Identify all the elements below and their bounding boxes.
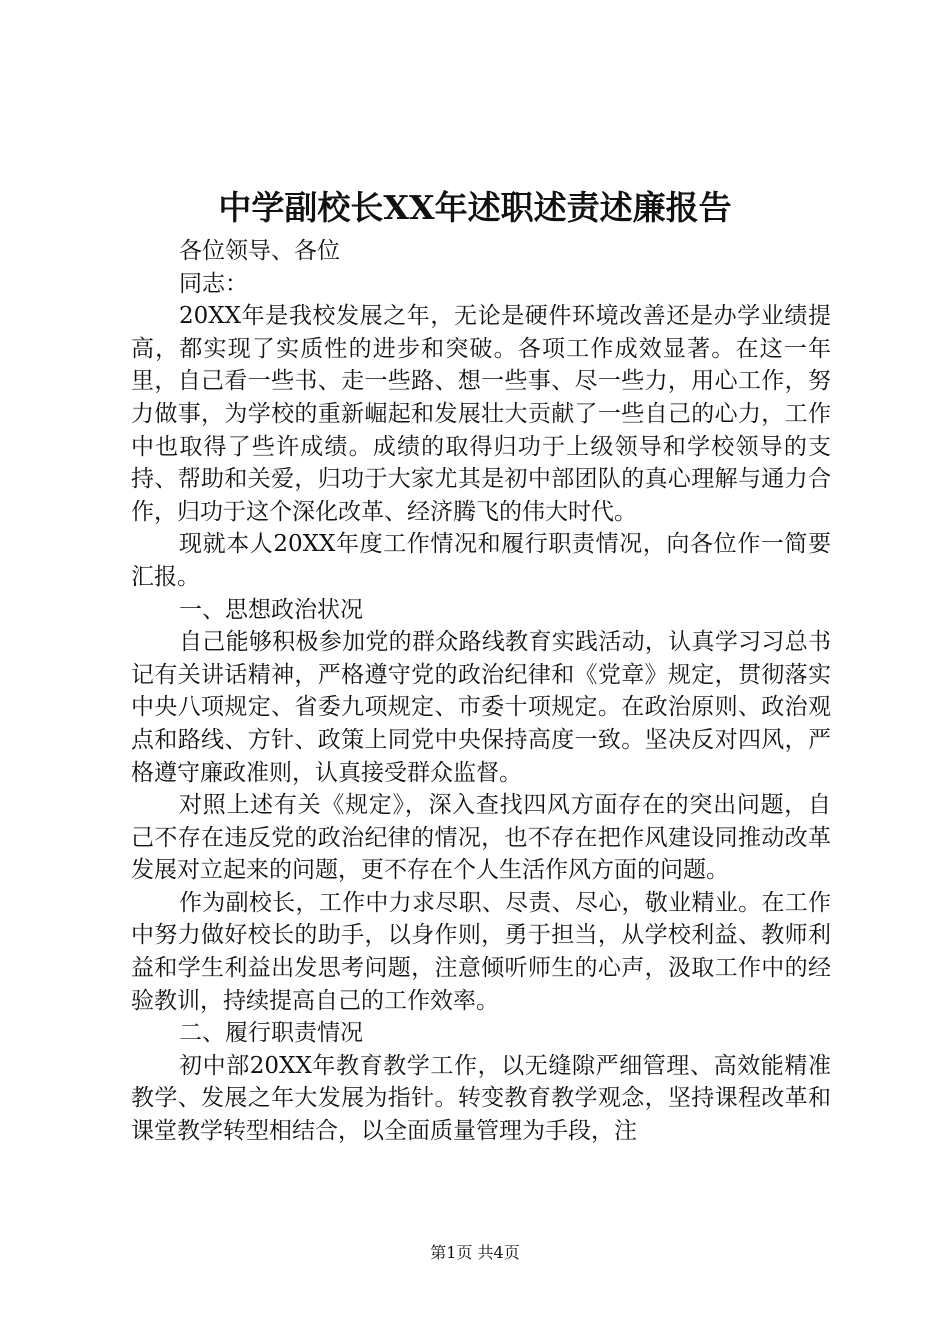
document-body <box>131 235 831 1148</box>
paragraph-duties-1: 初中部20XX年教育教学工作，以无缝隙严细管理、高效能精准教学、发展之年大发展为指针。转变教育教学观念，坚持课程改革和课堂教学转型相结合，以全面质量管理为手段，注 <box>131 1052 831 1145</box>
paragraph-political-3: 作为副校长，工作中力求尽职、尽责、尽心，敬业精业。在工作中努力做好校长的助手，以身作则，勇于担当，从学校利益、教师利益和学生利益出发思考问题，注意倾听师生的心声，汲取工作中的经验教训，持续提高自己的工作效率。 <box>131 889 831 1014</box>
page-footer: 第1页 共4页 <box>430 1243 520 1262</box>
section-heading-political: 一、思想政治状况 <box>179 596 363 623</box>
document-title: 中学副校长XX年述职述责述廉报告 <box>218 188 732 227</box>
paragraph-intro: 20XX年是我校发展之年，无论是硬件环境改善还是办学业绩提高，都实现了实质性的进步和突破。各项工作成效显著。在这一年里，自己看一些书、走一些路、想一些事、尽一些力，用心工作，努力做事，为学校的重新崛起和发展壮大贡献了一些自己的心力，工作中也取得了些许成绩。成绩的取得归功于上级领导和学校领导的支持、帮助和关爱，归功于大家尤其是初中部团队的真心理解与通力合作，归功于这个深化改革、经济腾飞的伟大时代。 <box>131 303 831 525</box>
salutation-line-2: 同志： <box>179 270 248 297</box>
paragraph-political-2: 对照上述有关《规定》，深入查找四风方面存在的突出问题，自己不存在违反党的政治纪律的情况，也不存在把作风建设同推动改革发展对立起来的问题，更不存在个人生活作风方面的问题。 <box>131 792 831 884</box>
salutation-line-1: 各位领导、各位 <box>179 238 340 264</box>
section-heading-duties: 二、履行职责情况 <box>179 1020 363 1047</box>
paragraph-political-1: 自己能够积极参加党的群众路线教育实践活动，认真学习习总书记有关讲话精神，严格遵守党的政治纪律和《党章》规定，贯彻落实中央八项规定、省委九项规定、市委十项规定。在政治原则、政治观点和路线、方针、政策上同党中央保持高度一致。坚决反对四风，严格遵守廉政准则，认真接受群众监督。 <box>131 629 831 786</box>
paragraph-report-purpose: 现就本人20XX年度工作情况和履行职责情况，向各位作一简要汇报。 <box>131 531 831 590</box>
